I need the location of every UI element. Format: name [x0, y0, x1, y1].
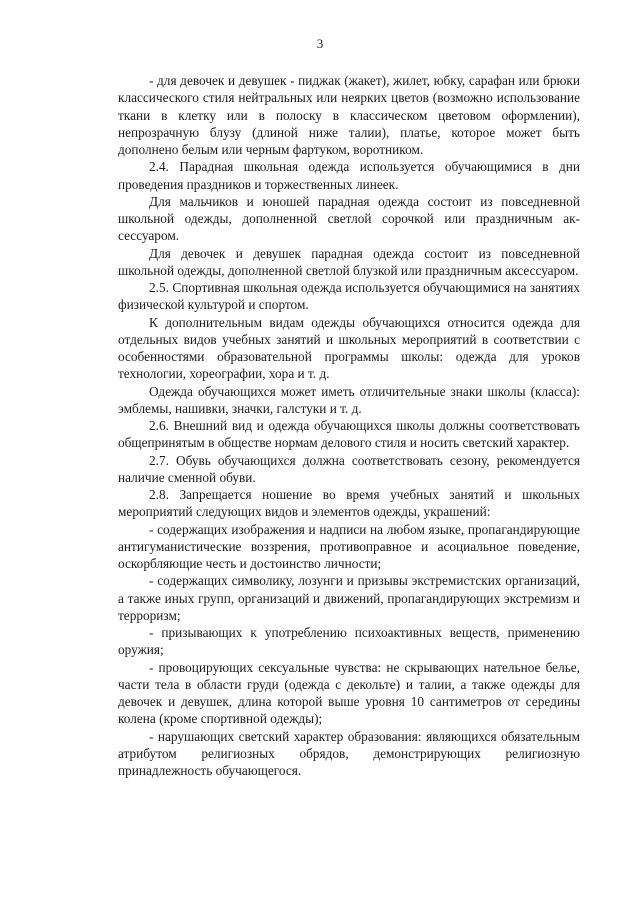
- paragraph-girls-formal: Для девочек и девушек парадная одежда состоит из повседневной школьной одежды, дополненной светлой блузкой или праздничным аксессуаром.: [118, 245, 580, 278]
- paragraph-2-6: 2.6. Внешний вид и одежда обучающихся школы должны соответствовать общепринятым в обществе нормам делового стиля и носить светский характер.: [118, 418, 580, 451]
- page-number: 3: [316, 36, 324, 51]
- list-item-secular: - нарушающих светский характер образования: являющихся обязательным атрибутом религиозных обрядов, демонстрирующих религиозную принадлежность обучающегося.: [118, 728, 580, 778]
- paragraph-2-8: 2.8. Запрещается ношение во время учебных занятий и школьных мероприятий следующих видов и элементов одежды, украшений:: [118, 487, 580, 520]
- paragraph-distinctive-signs: Одежда обучающихся может иметь отличительные знаки школы (класса): эмблемы, нашивки, значки, галстуки и т. д.: [118, 383, 580, 416]
- list-item-images: - содержащих изображения и надписи на любом языке, пропагандирующие антигуманистические воззрения, противоправное и асоциальное поведение, оскорбляющие честь и достоинство личности;: [118, 521, 580, 571]
- document-body: [118, 72, 580, 779]
- paragraph-boys-formal: Для мальчиков и юношей парадная одежда состоит из повседневной школьной одежды, дополненной светлой сорочкой или праздничным аксессуаром.: [118, 193, 580, 244]
- paragraph-2-7: 2.7. Обувь обучающихся должна соответствовать сезону, рекомендуется наличие сменной обуви.: [118, 452, 580, 485]
- list-item-substances: - призывающих к употреблению психоактивных веществ, применению оружия;: [118, 625, 580, 658]
- paragraph-2-4: 2.4. Парадная школьная одежда используется обучающимися в дни проведения праздников и торжественных линеек.: [118, 159, 580, 192]
- list-item-extremism: - содержащих символику, лозунги и призывы экстремистских организаций, а также иных групп, организаций и движений, пропагандирующих экстремизм и терроризм;: [118, 573, 580, 623]
- paragraph-additional-clothing: К дополнительным видам одежды обучающихся относится одежда для отдельных видов учебных занятий и школьных мероприятий в соответствии с особенностями образовательной программы школы: одежда для уроков технологии, хореографии, хора и т. д.: [118, 314, 580, 382]
- list-item-provocative: - провоцирующих сексуальные чувства: не скрывающих нательное белье, части тела в области груди (одежда с декольте) и талии, а также одежды для девочек и девушек, длина которой выше уровня 10 сантиметров от середины колена (кроме спортивной одежды);: [118, 659, 580, 727]
- paragraph-girls-clothing: - для девочек и девушек - пиджак (жакет), жилет, юбку, сарафан или брюки классического стиля нейтральных или неярких цветов (возможно использование ткани в клетку или в полоску в классическом цветовом оформлении), непрозрачную блузу (длиной ниже талии), платье, которое может быть дополнено белым или черным фартуком, воротником.: [118, 73, 580, 157]
- paragraph-2-5: 2.5. Спортивная школьная одежда используется обучающимися на занятиях физической культурой и спортом.: [118, 280, 580, 313]
